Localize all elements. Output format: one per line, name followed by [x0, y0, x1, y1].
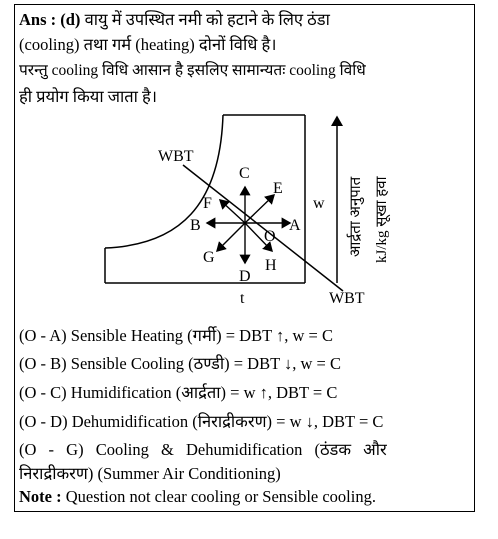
arrow-og	[217, 223, 245, 251]
arrow-oe	[245, 195, 274, 223]
process-line-3: (O - C) Humidification (आर्द्रता) = w ↑, DBT = C	[19, 383, 338, 402]
answer-line-2: (cooling) तथा गर्म (heating) दोनों विधि है।	[19, 35, 277, 54]
process-line-4: (O - D) Dehumidification (निराद्रीकरण) = w ↓, DBT = C	[19, 412, 384, 431]
process-line-6: निराद्रीकरण) (Summer Air Conditioning)	[19, 464, 281, 483]
answer-box	[14, 4, 475, 512]
wbt-right-label: WBT	[329, 290, 365, 307]
point-g-label: G	[203, 249, 215, 266]
note-line	[19, 487, 470, 507]
point-o-label: O	[264, 228, 276, 245]
saturation-curve	[105, 115, 223, 248]
note-text: Question not clear cooling or Sensible cooling.	[65, 487, 376, 506]
t-label: t	[240, 290, 245, 307]
answer-label: Ans : (d)	[19, 10, 81, 29]
answer-line-3: परन्तु cooling विधि आसान है इसलिए सामान्यतः cooling विधि	[19, 62, 366, 79]
point-c-label: C	[239, 165, 250, 182]
note-label: Note :	[19, 487, 62, 506]
wbt-left-label: WBT	[158, 148, 194, 165]
process-line-2: (O - B) Sensible Cooling (ठण्डी) = DBT ↓, w = C	[19, 354, 341, 373]
answer-line-4: ही प्रयोग किया जाता है।	[19, 87, 158, 106]
process-line-1: (O - A) Sensible Heating (गर्मी) = DBT ↑, w = C	[19, 326, 333, 345]
point-h-label: H	[265, 257, 277, 274]
process-line-5: (O - G) Cooling & Dehumidification (ठंडक और	[19, 440, 387, 459]
point-b-label: B	[190, 217, 201, 234]
humidity-axis-label-2: kJ/kg सूखा हवा	[374, 176, 390, 263]
w-label: w	[313, 195, 325, 212]
wbt-line	[183, 165, 343, 291]
point-e-label: E	[273, 180, 283, 197]
point-a-label: A	[289, 217, 301, 234]
point-f-label: F	[203, 195, 212, 212]
answer-text-1: वायु में उपस्थित नमी को हटाने के लिए ठंडा	[84, 10, 330, 29]
humidity-axis-label-1: आर्द्रता अनुपात	[348, 176, 364, 257]
point-d-label: D	[239, 268, 251, 285]
psychrometric-diagram	[15, 5, 476, 315]
